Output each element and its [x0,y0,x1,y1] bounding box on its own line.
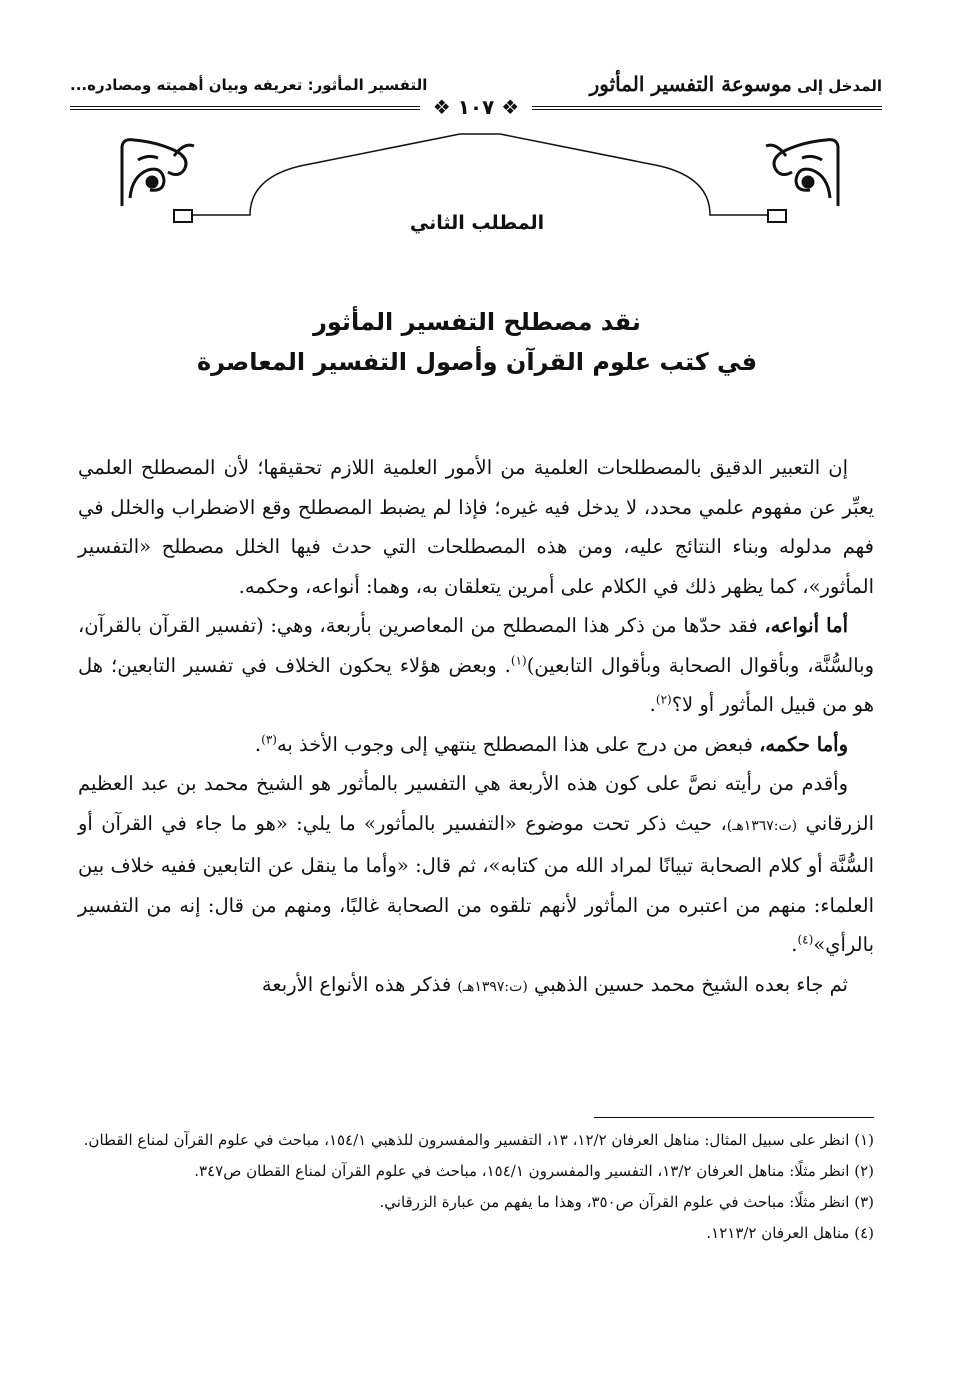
footnote-4: (٤) مناهل العرفان ١٢١٣/٢. [706,1224,874,1242]
floral-corner-icon [766,140,838,222]
paragraph-3 [78,725,874,765]
section-label: المطلب الثاني [409,212,545,234]
footnote-ref-3[interactable]: (٣) [261,732,277,746]
paragraph-5-text-a: ثم جاء بعده الشيخ محمد حسين الذهبي [527,972,848,996]
floral-corner-icon [122,140,194,222]
footnote-ref-2[interactable]: (٢) [655,692,672,707]
header-rule-right [532,106,882,110]
paragraph-4-text-a: وأقدم من رأيته نصَّ على كون هذه الأربعة هي التفسير بالمأثور هو الشيخ محمد بن عبد العظيم الزرقاني [78,772,874,835]
footnote-ref-4[interactable]: (٤) [797,932,814,947]
paragraph-2 [78,606,874,725]
paragraph-5-text-b: فذكر هذه الأنواع الأربعة [261,972,458,996]
footnote-separator [594,1117,874,1118]
footnote-2: (٢) انظر مثلًا: مناهل العرفان ١٣/٢، التفسير والمفسرون ١٥٤/١، مباحث في علوم القرآن لمناع القطان ص٣٤٧. [194,1162,874,1180]
footnotes [78,1126,874,1250]
footnote-3: (٣) انظر مثلًا: مباحث في علوم القرآن ص٣٥٠، وهذا ما يفهم من عبارة الزرقاني. [379,1193,874,1211]
paragraph-2-text-a: فقد حدّها من ذكر هذا المصطلح من المعاصرين بأربعة، وهي: (تفسير القرآن بالقرآن، وبالسُّنَّة، وبأقوال الصحابة وبأقوال التابعين) [78,614,875,677]
footnote-1: (١) انظر على سبيل المثال: مناهل العرفان ١٢/٢، ١٣، التفسير والمفسرون للذهبي ١٥٤/١، مباحث في علوم القرآن لمناع القطان. [83,1131,874,1149]
header-rule-left [70,106,420,110]
death-date-dhahabi: (ت:١٣٩٧هـ) [457,978,528,995]
footnote-ref-1[interactable]: (١) [510,653,527,667]
paragraph-3-text-a: فبعض من درج على هذا المصطلح ينتهي إلى وجوب الأخذ به [276,732,760,756]
book-title: موسوعة التفسير المأثور [589,72,792,96]
death-date-zarqani: (ت:١٣٦٧هـ) [726,817,798,834]
paragraph-2-lead: أما أنواعه، [764,614,848,637]
paragraph-4 [78,764,874,965]
page-title-line-2: في كتب علوم القرآن وأصول التفسير المعاصرة [196,348,758,376]
diamond-left-icon: ❖ [494,95,520,119]
chapter-title: التفسير المأثور: تعريفه وبيان أهميته ومصادره... [70,76,428,94]
diamond-right-icon: ❖ [432,95,458,119]
paragraph-4-text-b: ، حيث ذكر تحت موضوع «التفسير بالمأثور» ما يلي: «هو ما جاء في القرآن أو السُّنَّة أو كلام الصحابة تبيانًا لمراد الله من كتابه»، ثم قال: «وأما ما ينقل عن التابعين ففيه خلاف بين العلماء: منهم من اعتبره من المأثور لأنهم تلقوه من الصحابة غالبًا، ومنهم من قال: إنه من التفسير بالرأي» [78,811,874,956]
page-title-line-1: نقد مصطلح التفسير المأثور [313,308,641,336]
book-prefix: المدخل إلى [797,77,882,95]
paragraph-2-text-b: . وبعض هؤلاء يحكون الخلاف في تفسير التابعين؛ هل هو من قبيل المأثور أو لا؟ [78,653,874,716]
paragraph-4-text-c: . [791,933,798,956]
paragraph-1: إن التعبير الدقيق بالمصطلحات العلمية من الأمور العلمية اللازم تحقيقها؛ لأن المصطلح العلمي يعبِّر عن مفهوم علمي محدد، لا يدخل فيه غيره؛ فإذا لم يضبط المصطلح وقع الاضطراب والخلل في فهم مدلوله وبناء النتائج عليه، ومن هذه المصطلحات التي حدث فيها الخلل مصطلح «التفسير المأثور»، كما يظهر ذلك في الكلام على أمرين يتعلقان به، وهما: أنواعه، وحكمه. [78,456,874,598]
paragraph-2-text-c: . [649,693,656,716]
body-text [78,448,874,1007]
paragraph-3-lead: وأما حكمه، [759,732,848,756]
paragraph-5 [78,965,874,1008]
page-number: ❖ ١٠٧ ❖ [432,95,520,119]
paragraph-3-text-b: . [254,732,262,756]
page-number-row [70,95,882,119]
book-title-header [590,72,882,96]
